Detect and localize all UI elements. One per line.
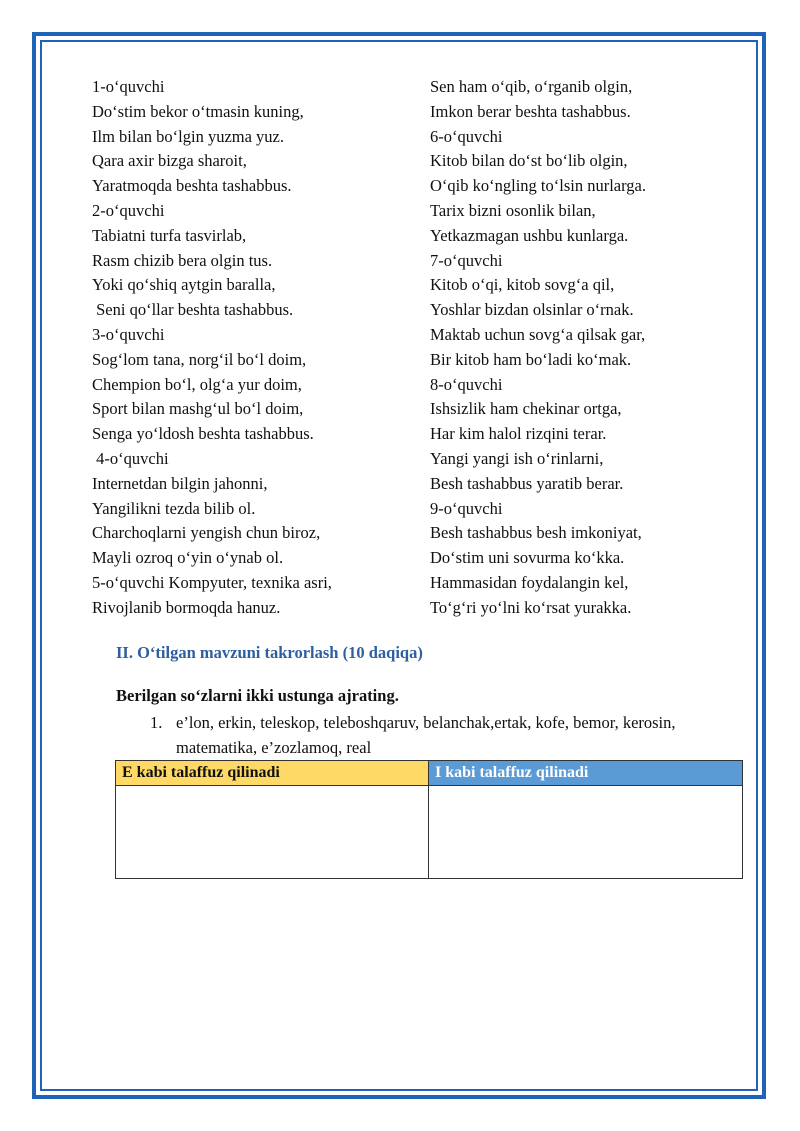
poem-line: 5-o‘quvchi Kompyuter, texnika asri, (92, 572, 332, 592)
poem-line: 8-o‘quvchi (430, 374, 503, 394)
poem-line: Yangi yangi ish o‘rinlarni, (430, 448, 604, 468)
poem-line: Yetkazmagan ushbu kunlarga. (430, 225, 629, 245)
poem-line: Yoshlar bizdan olsinlar o‘rnak. (430, 300, 634, 320)
poem-line: Ilm bilan bo‘lgin yuzma yuz. (92, 126, 284, 146)
poem-line: Internetdan bilgin jahonni, (92, 473, 268, 493)
poem-line: Tabiatni turfa tasvirlab, (92, 225, 247, 245)
column-header-i: I kabi talaffuz qilinadi (429, 761, 743, 786)
task-instruction: Berilgan so‘zlarni ikki ustunga ajrating. (116, 686, 399, 705)
poem-line: Mayli ozroq o‘yin o‘ynab ol. (92, 548, 284, 568)
poem-line: Sport bilan mashg‘ul bo‘l doim, (92, 399, 304, 419)
poem-line: 9-o‘quvchi (430, 498, 503, 518)
poem-right-column (430, 75, 740, 621)
poem-line: 2-o‘quvchi (92, 200, 165, 220)
poem-line: Yoki qo‘shiq aytgin baralla, (92, 275, 276, 295)
poem-line: 7-o‘quvchi (430, 250, 503, 270)
poem-line: Do‘stim bekor o‘tmasin kuning, (92, 101, 304, 121)
poem-line: Har kim halol rizqini terar. (430, 424, 607, 444)
poem-line: 4-o‘quvchi (92, 448, 169, 468)
poem-line: Besh tashabbus yaratib berar. (430, 473, 624, 493)
poem-left-column (92, 75, 412, 621)
table-header-row (116, 761, 743, 786)
poem-line: Yaratmoqda beshta tashabbus. (92, 176, 292, 196)
column-header-e: E kabi talaffuz qilinadi (116, 761, 429, 786)
sorting-table (115, 760, 743, 879)
poem-line: Sen ham o‘qib, o‘rganib olgin, (430, 77, 633, 96)
poem-line: Charchoqlarni yengish chun biroz, (92, 523, 321, 543)
poem-line: Senga yo‘ldosh beshta tashabbus. (92, 424, 314, 444)
poem-line: 6-o‘quvchi (430, 126, 503, 146)
poem-line: Maktab uchun sovg‘a qilsak gar, (430, 324, 646, 344)
poem-line: Besh tashabbus besh imkoniyat, (430, 523, 642, 543)
poem-line: Rivojlanib bormoqda hanuz. (92, 597, 281, 617)
table-answer-row (116, 786, 743, 879)
poem-line: Hammasidan foydalangin kel, (430, 572, 629, 592)
poem-line: Yangilikni tezda bilib ol. (92, 498, 256, 518)
poem-line: Tarix bizni osonlik bilan, (430, 200, 596, 220)
task-number: 1. (150, 713, 163, 732)
poem-line: Bir kitob ham bo‘ladi ko‘mak. (430, 349, 632, 369)
poem-line: To‘g‘ri yo‘lni ko‘rsat yurakka. (430, 597, 632, 617)
task-word-list: e’lon, erkin, teleskop, teleboshqaruv, belanchak,ertak, kofe, bemor, kerosin, matematika, e’zozlamoq, real (176, 713, 676, 757)
poem-line: Kitob o‘qi, kitob sovg‘a qil, (430, 275, 615, 295)
poem-line: Chempion bo‘l, olg‘a yur doim, (92, 374, 302, 394)
poem-line: Imkon berar beshta tashabbus. (430, 101, 631, 121)
poem-line: Do‘stim uni sovurma ko‘kka. (430, 548, 625, 568)
poem-line: 1-o‘quvchi (92, 77, 165, 96)
poem-line: Seni qo‘llar beshta tashabbus. (92, 300, 294, 320)
poem-line: Sog‘lom tana, norg‘il bo‘l doim, (92, 349, 307, 369)
answer-cell-i[interactable] (429, 786, 743, 879)
poem-line: Kitob bilan do‘st bo‘lib olgin, (430, 151, 628, 171)
poem-line: O‘qib ko‘ngling to‘lsin nurlarga. (430, 176, 646, 196)
poem-line: Rasm chizib bera olgin tus. (92, 250, 273, 270)
poem-line: 3-o‘quvchi (92, 324, 165, 344)
task-item (150, 710, 710, 760)
poem-line: Qara axir bizga sharoit, (92, 151, 247, 171)
poem-line: Ishsizlik ham chekinar ortga, (430, 399, 622, 419)
answer-cell-e[interactable] (116, 786, 429, 879)
section-heading: II. O‘tilgan mavzuni takrorlash (10 daqiqa) (116, 643, 423, 662)
